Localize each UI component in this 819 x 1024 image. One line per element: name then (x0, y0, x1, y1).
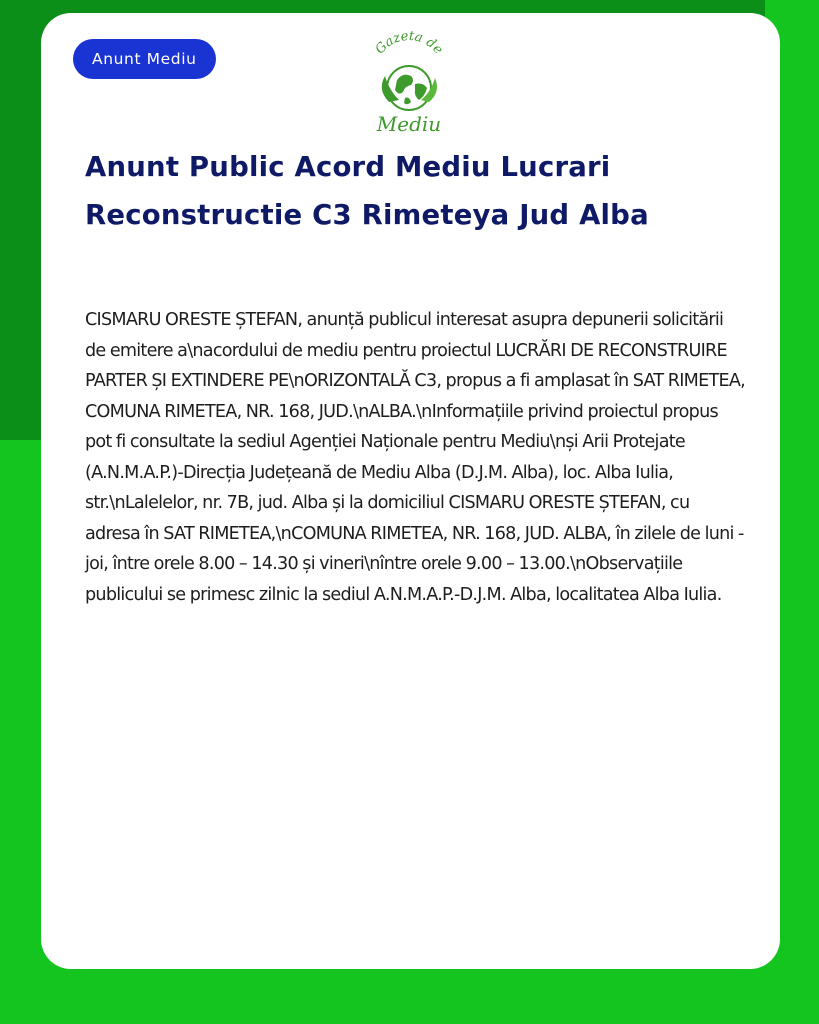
logo-top-text: Gazeta de (372, 30, 446, 58)
gazeta-de-mediu-logo (359, 30, 459, 138)
category-badge[interactable]: Anunt Mediu (73, 39, 216, 79)
announcement-title: Anunt Public Acord Mediu Lucrari Reconstructie C3 Rimeteya Jud Alba (85, 151, 649, 231)
logo-bottom-text: Mediu (376, 112, 442, 136)
announcement-card (41, 13, 780, 969)
announcement-body: CISMARU ORESTE ȘTEFAN, anunță publicul interesat asupra depunerii solicitării de emitere a\nacordului de mediu pentru proiectul LUCRĂRI DE RECONSTRUIRE PARTER ȘI EXTINDERE PE\nORIZONTALĂ C3, propus a fi amplasat în SAT RIMETEA, COMUNA RIMETEA, NR. 168, JUD.\nALBA.\nInformațiile privind proiectul propus pot fi consultate la sediul Agenției Naționale pentru Mediu\nși Arii Protejate (A.N.M.A.P.)-Direcția Județeană de Mediu Alba (D.J.M. Alba), loc. Alba Iulia, str.\nLalelelor, nr. 7B, jud. Alba și la domiciliul CISMARU ORESTE ȘTEFAN, cu adresa în SAT RIMETEA,\nCOMUNA RIMETEA, NR. 168, JUD. ALBA, în zilele de luni - joi, între orele 8.00 – 14.30 și vineri\nîntre orele 9.00 – 13.00.\nObservațiile publicului se primesc zilnic la sediul A.N.M.A.P.-D.J.M. Alba, localitatea Alba Iulia. (85, 310, 745, 605)
